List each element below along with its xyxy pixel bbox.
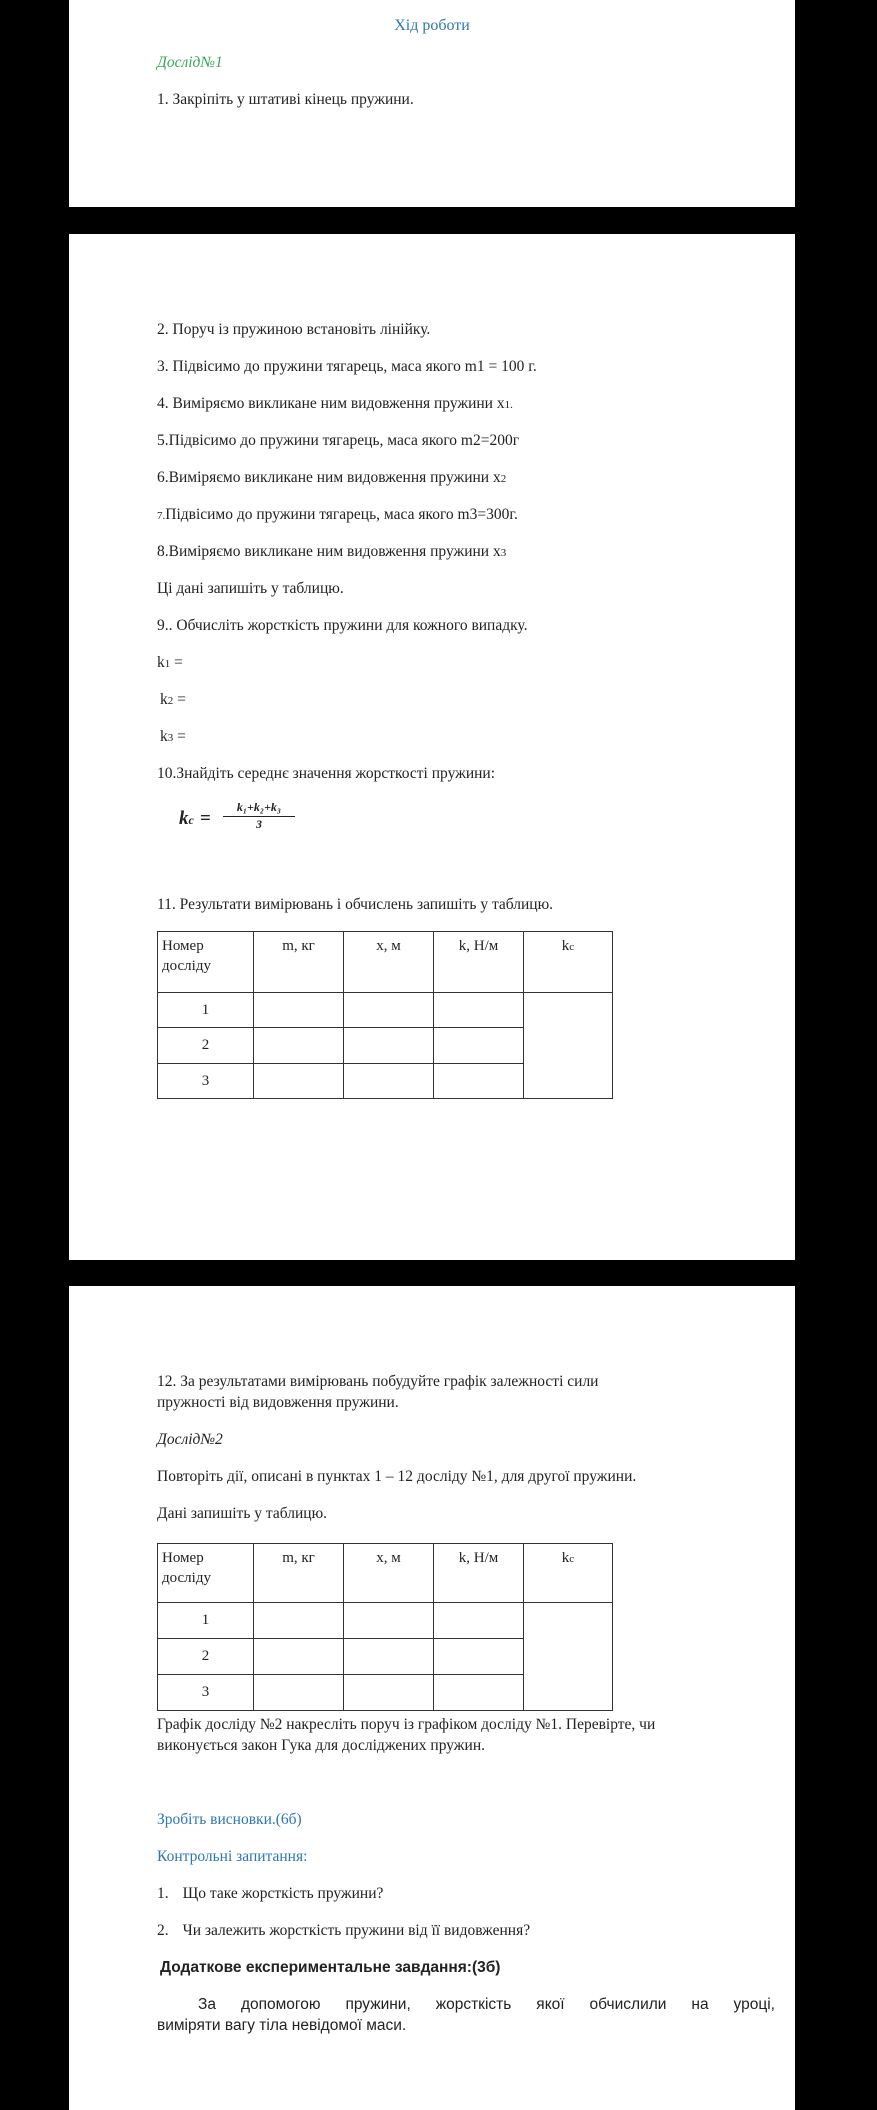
k2-label: k: [160, 691, 168, 708]
step-8-sub: 3: [500, 547, 507, 559]
k3-line: [160, 726, 186, 749]
cell-empty: [344, 1064, 434, 1099]
k3-label: k: [160, 728, 168, 745]
conclusions-heading: Зробіть висновки.(6б): [157, 1811, 302, 1828]
extra-task-line-2: виміряти вагу тіла невідомої маси.: [157, 2017, 407, 2034]
graph-instruction-line-2: виконується закон Гука для досліджених пружин.: [157, 1737, 485, 1754]
header-mass: m, кг: [254, 932, 344, 993]
formula-fraction: [223, 800, 295, 832]
results-table-2: [157, 1543, 613, 1711]
record-instruction: Дані запишіть у таблицю.: [157, 1505, 328, 1522]
header-average-stiffness: kc: [524, 1544, 613, 1603]
k3-eq: =: [173, 728, 186, 745]
row-number: 2: [158, 1639, 254, 1675]
question-1: [157, 1883, 383, 1904]
cell-empty: [434, 1028, 524, 1064]
header-experiment-number: Номер досліду: [158, 932, 254, 993]
step-12-line-2: пружності від видовження пружини.: [157, 1394, 399, 1411]
header-mass: m, кг: [254, 1544, 344, 1603]
k1-sub: 1: [164, 658, 171, 670]
header-extension: x, м: [344, 1544, 434, 1603]
k2-line: [160, 689, 186, 712]
formula-lhs: [179, 808, 211, 830]
step-8-text: 8.Виміряємо викликане ним видовження пружини x: [157, 543, 501, 560]
k1-eq: =: [170, 654, 183, 671]
step-4-text: 4. Виміряємо викликане ним видовження пружини x: [157, 395, 505, 412]
cell-empty: [434, 1639, 524, 1675]
row-number: 1: [158, 1603, 254, 1639]
control-questions-heading: Контрольні запитання:: [157, 1848, 308, 1865]
cell-empty: [254, 1603, 344, 1639]
page-1: [69, 0, 795, 207]
formula-numerator: k₁+k₂+k₃: [223, 800, 295, 817]
step-7-text: Підвісимо до пружини тягарець, маса якого m3=300г.: [165, 506, 518, 523]
step-10: 10.Знайдіть середнє значення жорсткості пружини:: [157, 765, 496, 782]
cell-empty: [344, 1028, 434, 1064]
experiment-1-label: Дослід№1: [157, 54, 223, 71]
step-2: 2. Поруч із пружиною встановіть лінійку.: [157, 321, 431, 338]
question-1-text: Що таке жорсткість пружини?: [182, 1885, 384, 1902]
header-average-stiffness: kc: [524, 932, 613, 993]
step-4-sub: 1.: [504, 399, 513, 411]
formula-denominator: 3: [256, 817, 262, 831]
question-2: [157, 1920, 530, 1941]
cell-kc-merged: [524, 993, 613, 1099]
question-2-text: Чи залежить жорсткість пружини від її видовження?: [182, 1922, 531, 1939]
step-8: [157, 541, 506, 564]
step-3: 3. Підвісимо до пружини тягарець, маса якого m1 = 100 г.: [157, 358, 537, 375]
page-3: [69, 1286, 795, 2110]
step-6-sub: 2: [500, 473, 507, 485]
cell-empty: [254, 1064, 344, 1099]
cell-empty: [434, 1064, 524, 1099]
cell-empty: [344, 993, 434, 1028]
extra-task-line-1: За допомогою пружини, жорсткість якої обчислили на уроці,: [198, 1996, 775, 2013]
step-12-line-1: 12. За результатами вимірювань побудуйте графік залежності сили: [157, 1373, 599, 1390]
step-7-prefix: 7.: [157, 510, 166, 522]
step-4: [157, 393, 513, 416]
row-number: 3: [158, 1675, 254, 1711]
page-title: Хід роботи: [394, 17, 470, 34]
experiment-2-label: Дослід№2: [157, 1431, 223, 1448]
header-extension: x, м: [344, 932, 434, 993]
cell-empty: [254, 1639, 344, 1675]
cell-kc-merged: [524, 1603, 613, 1711]
row-number: 3: [158, 1064, 254, 1099]
question-2-number: 2.: [157, 1922, 169, 1939]
cell-empty: [254, 1675, 344, 1711]
question-1-number: 1.: [157, 1885, 169, 1902]
step-6: [157, 467, 506, 490]
step-6-text: 6.Виміряємо викликане ним видовження пружини x: [157, 469, 501, 486]
cell-empty: [254, 1028, 344, 1064]
row-number: 1: [158, 993, 254, 1028]
header-experiment-number: Номер досліду: [158, 1544, 254, 1603]
repeat-instruction: Повторіть дії, описані в пунктах 1 – 12 досліду №1, для другої пружини.: [157, 1468, 637, 1485]
k1-label: k: [157, 654, 165, 671]
cell-empty: [434, 1603, 524, 1639]
row-number: 2: [158, 1028, 254, 1064]
step-9: 9.. Обчисліть жорсткість пружини для кожного випадку.: [157, 617, 528, 634]
step-7: [157, 504, 518, 527]
results-table-1: [157, 931, 613, 1099]
graph-instruction-line-1: Графік досліду №2 накресліть поруч із графіком досліду №1. Перевірте, чи: [157, 1716, 656, 1733]
step-5: 5.Підвісимо до пружини тягарець, маса якого m2=200г: [157, 432, 520, 449]
formula-eq: =: [199, 808, 211, 829]
header-stiffness: k, Н/м: [434, 932, 524, 993]
k2-sub: 2: [167, 695, 174, 707]
formula-lhs-sub: c: [188, 813, 194, 827]
cell-empty: [254, 993, 344, 1028]
cell-empty: [344, 1639, 434, 1675]
step-1: 1. Закріпіть у штативі кінець пружини.: [157, 91, 414, 108]
page-2: [69, 234, 795, 1260]
k1-line: [157, 652, 183, 675]
cell-empty: [344, 1603, 434, 1639]
record-note: Ці дані запишіть у таблицю.: [157, 580, 344, 597]
k2-eq: =: [173, 691, 186, 708]
cell-empty: [434, 1675, 524, 1711]
header-stiffness: k, Н/м: [434, 1544, 524, 1603]
cell-empty: [434, 993, 524, 1028]
extra-task-heading: Додаткове експериментальне завдання:(3б): [160, 1959, 501, 1976]
k3-sub: 3: [167, 732, 174, 744]
step-11: 11. Результати вимірювань і обчислень запишіть у таблицю.: [157, 896, 554, 913]
cell-empty: [344, 1675, 434, 1711]
formula-lhs-k: k: [179, 808, 189, 829]
